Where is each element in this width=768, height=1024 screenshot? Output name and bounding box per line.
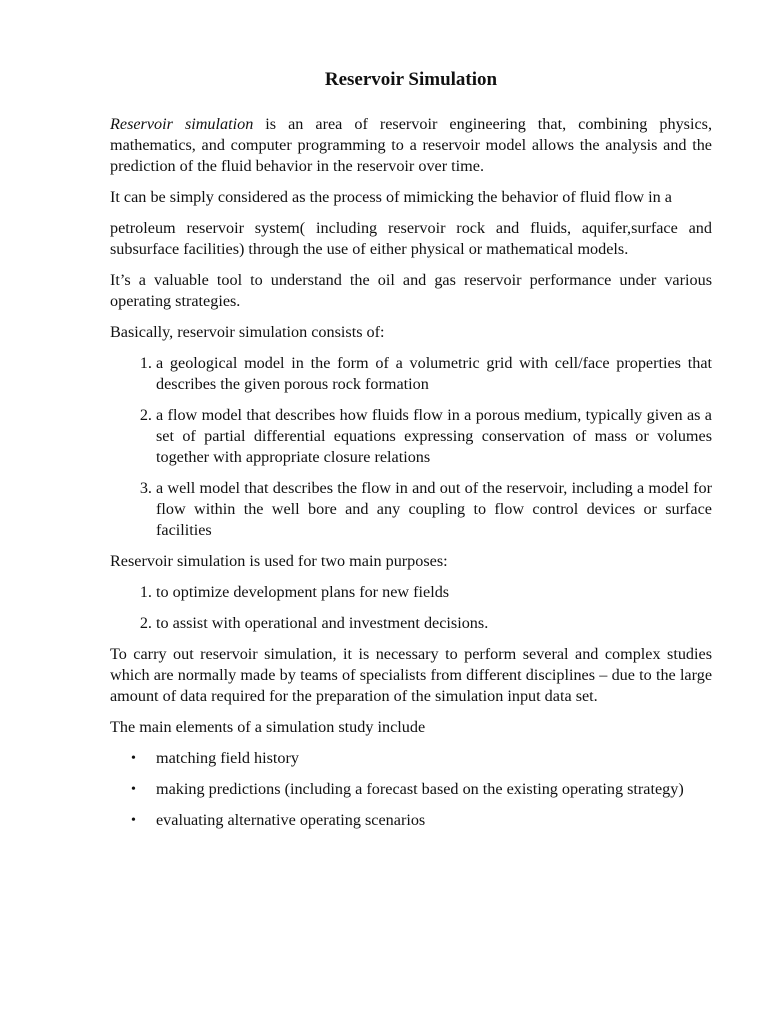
list-item: 1. a geological model in the form of a volumetric grid with cell/face properties that describes the given porous rock formation bbox=[156, 353, 712, 395]
carry-paragraph: To carry out reservoir simulation, it is necessary to perform several and complex studies which are normally made by teams of specialists from different disciplines – due to the large amount of data required for the preparation of the simulation input data set. bbox=[110, 645, 712, 705]
mimic-paragraph: It can be simply considered as the process of mimicking the behavior of fluid flow in a bbox=[110, 188, 672, 206]
list-item: • matching field history bbox=[156, 748, 712, 769]
intro-paragraph bbox=[110, 114, 712, 177]
intro-term: Reservoir simulation bbox=[110, 115, 254, 133]
consists-list bbox=[110, 353, 712, 541]
petroleum-paragraph: petroleum reservoir system( including reservoir rock and fluids, aquifer,surface and subsurface facilities) through the use of either physical or mathematical models. bbox=[110, 219, 712, 258]
elements-list bbox=[110, 748, 712, 831]
list-item: 1. to optimize development plans for new fields bbox=[156, 582, 712, 603]
list-item: 2. a flow model that describes how fluids flow in a porous medium, typically given as a set of partial differential equations expressing conservation of mass or volumes together with appropriate closure relations bbox=[156, 405, 712, 468]
consists-paragraph: Basically, reservoir simulation consists of: bbox=[110, 323, 385, 341]
elements-paragraph: The main elements of a simulation study include bbox=[110, 718, 426, 736]
document-page bbox=[110, 68, 712, 841]
tool-paragraph: It’s a valuable tool to understand the oil and gas reservoir performance under various operating strategies. bbox=[110, 271, 712, 310]
list-item: 2. to assist with operational and investment decisions. bbox=[156, 613, 712, 634]
list-item: • making predictions (including a forecast based on the existing operating strategy) bbox=[156, 779, 712, 800]
list-item: 3. a well model that describes the flow in and out of the reservoir, including a model for flow within the well bore and any coupling to flow control devices or surface facilities bbox=[156, 478, 712, 541]
intro-text: is an area of reservoir engineering that, combining physics, mathematics, and computer programming to a reservoir model allows the analysis and the prediction of the fluid behavior in the reservoir over time. bbox=[110, 115, 712, 175]
list-item: • evaluating alternative operating scenarios bbox=[156, 810, 712, 831]
document-title: Reservoir Simulation bbox=[324, 69, 498, 90]
purposes-paragraph: Reservoir simulation is used for two main purposes: bbox=[110, 552, 448, 570]
purposes-list bbox=[110, 582, 712, 634]
